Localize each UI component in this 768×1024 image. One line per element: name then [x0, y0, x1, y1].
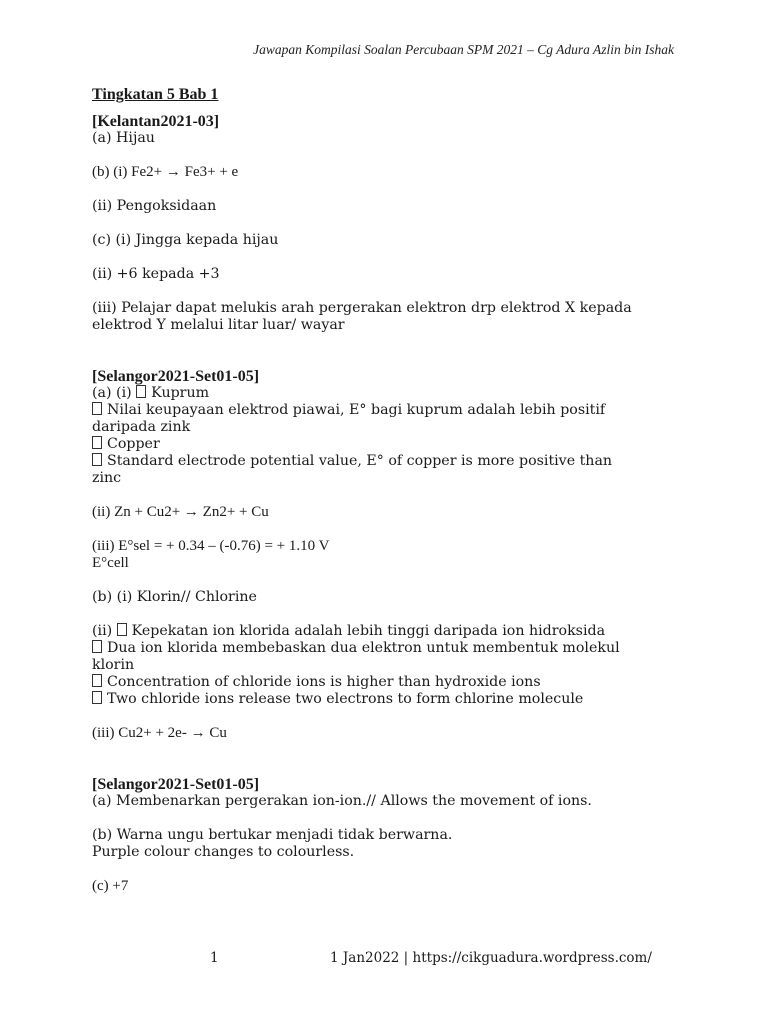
answer-c-iii-line1: (iii) Pelajar dapat melukis arah pergerakan elektron drp elektrod X kepada	[92, 300, 632, 316]
answer-b-ii-line2: Dua ion klorida membebaskan dua elektron untuk membentuk molekul	[107, 640, 620, 656]
question-title: [Selangor2021-Set01-05]	[92, 368, 260, 385]
document-body	[92, 86, 682, 912]
question-kelantan-03	[92, 113, 682, 334]
answer-b-ii: (ii) Pengoksidaan	[92, 198, 217, 214]
answer-a: (a) Hijau	[92, 130, 155, 146]
answer-a-iii-line1: (iii) E°sel = + 0.34 – (-0.76) = + 1.10 V	[92, 538, 330, 554]
answer-a-line4: Copper	[107, 436, 160, 452]
answer-b-ii-label: (ii)	[92, 623, 117, 639]
answer-c-i: (c) (i) Jingga kepada hijau	[92, 232, 279, 248]
bullet-box-icon	[92, 691, 102, 704]
bullet-box-icon	[117, 623, 127, 636]
answer-b-iii: (iii) Cu2+ + 2e- → Cu	[92, 725, 227, 741]
bullet-box-icon	[92, 436, 102, 449]
bullet-box-icon	[92, 640, 102, 653]
answer-c: (c) +7	[92, 878, 129, 894]
answer-a-line2: Nilai keupayaan elektrod piawai, E° bagi kuprum adalah lebih positif	[107, 402, 606, 418]
answer-c-iii-line2: elektrod Y melalui litar luar/ wayar	[92, 317, 345, 333]
question-title: [Kelantan2021-03]	[92, 113, 220, 130]
answer-b-i: (b) (i) Klorin// Chlorine	[92, 589, 257, 605]
answer-a-line3: daripada zink	[92, 419, 191, 435]
answer-a-line5: Standard electrode potential value, E° of copper is more positive than	[107, 453, 613, 469]
answer-b-ii-line1: Kepekatan ion klorida adalah lebih tinggi daripada ion hidroksida	[131, 623, 606, 639]
answer-b-line1: (b) Warna ungu bertukar menjadi tidak berwarna.	[92, 827, 453, 843]
bullet-box-icon	[92, 674, 102, 687]
answer-c-ii: (ii) +6 kepada +3	[92, 266, 220, 282]
answer-a-i: Kuprum	[151, 385, 210, 401]
question-selangor-05-b	[92, 776, 682, 895]
page-number: 1	[210, 950, 219, 966]
question-selangor-05-a	[92, 368, 682, 742]
section-title: Tingkatan 5 Bab 1	[92, 86, 219, 103]
answer-a-iii-line2: E°cell	[92, 555, 129, 571]
answer-b-ii-line5: Two chloride ions release two electrons to form chlorine molecule	[107, 691, 584, 707]
bullet-box-icon	[136, 385, 146, 398]
question-title: [Selangor2021-Set01-05]	[92, 776, 260, 793]
bullet-box-icon	[92, 402, 102, 415]
running-header: Jawapan Kompilasi Soalan Percubaan SPM 2021 – Cg Adura Azlin bin Ishak	[253, 42, 674, 57]
bullet-box-icon	[92, 453, 102, 466]
answer-b-ii-line3: klorin	[92, 657, 135, 673]
answer-b-line2: Purple colour changes to colourless.	[92, 844, 355, 860]
answer-a-line6: zinc	[92, 470, 122, 486]
footer-text: 1 Jan2022 | https://cikguadura.wordpress.com/	[330, 950, 652, 966]
answer-a-i-label: (a) (i)	[92, 385, 137, 401]
answer-b-ii-line4: Concentration of chloride ions is higher than hydroxide ions	[107, 674, 541, 690]
answer-b-i: (b) (i) Fe2+ → Fe3+ + e	[92, 164, 239, 180]
answer-a-ii: (ii) Zn + Cu2+ → Zn2+ + Cu	[92, 504, 269, 520]
answer-a: (a) Membenarkan pergerakan ion-ion.// Allows the movement of ions.	[92, 793, 592, 809]
